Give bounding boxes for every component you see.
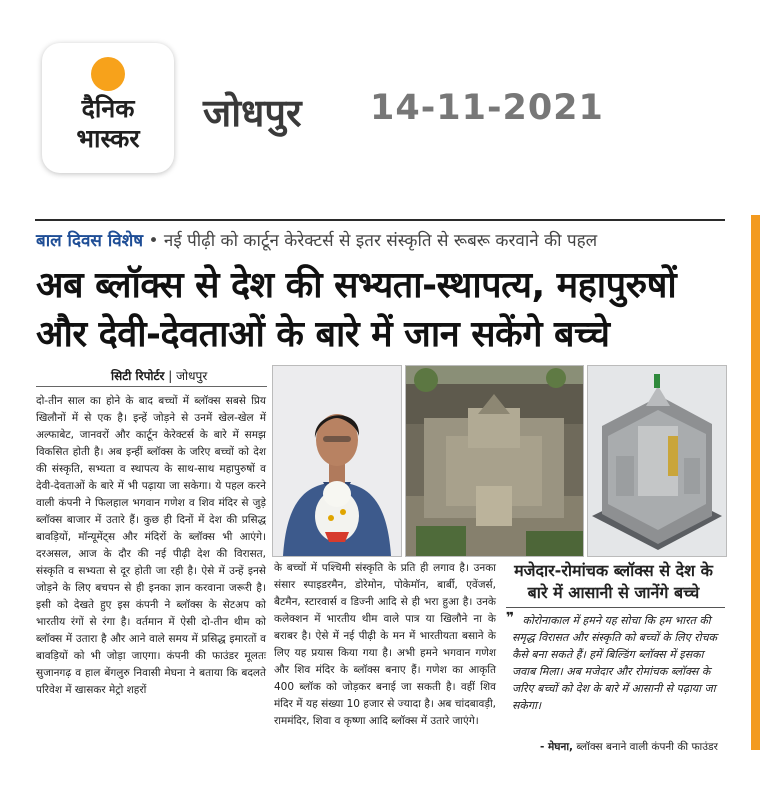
logo-line2: भास्कर <box>76 124 140 153</box>
lego-temple-illustration <box>588 366 726 556</box>
byline-name: सिटी रिपोर्टर <box>111 369 165 383</box>
logo-line1: दैनिक <box>81 94 135 123</box>
article-column-1: दो-तीन साल का होने के बाद बच्चों में ब्लॉक्स सबसे प्रिय खिलौनों में से एक है। इन्हें जोड़ने से उनमें खेल-खेल में अल्फाबेट, जानवरों और कार्टून केरेक्टर्स के बारे में समझ विकसित होती है। अब इन्हीं ब्लॉक्स के जरिए बच्चों को देश की संस्कृति, सभ्यता व स्थापत्य के साथ-साथ महापुरुषों व देवी-देवताओं के बारे में भी पढ़ाया जा सकेगा। ये पहल करने वाली कंपनी ने फिलहाल भगवान गणेश व शिव मंदिर से जुड़े ब्लॉक्स बाजार में उतारे हैं। कुछ ही दिनों में देश की प्रसिद्ध बावड़ियों, मॉन्यूमेंट्स और मंदिरों के ब्लॉक्स भी आएंगे। दरअसल, आज के दौर की नई पीढ़ी देश की विरासत, संस्कृति व सभ्यता से दूर होती जा रही है। ऐसे में उन्हें इनसे जोड़ने के लिए बचपन से ही इनका ज्ञान करवाना जरूरी है। इसी को देखते हुए इस कंपनी ने ब्लॉक्स के सेटअप को भारतीय रंगों से रंगा है। वर्तमान में ऐसी दो-तीन थीम को ब्लॉक्स में उतारा है और आने वाले समय में प्रसिद्ध इमारतों व बावड़ियों को भी जोड़ा जाएगा। कंपनी की फाउंडर मूलतः सुजानगढ़ व हाल बेंगलुरु निवासी मेघना ने बताया कि बदलते परिवेश में खासकर मेट्रो शहरों <box>36 395 266 696</box>
kicker-text: • नई पीढ़ी को कार्टून केरेक्टर्स से इतर संस्कृति से रूबरू करवाने की पहल <box>148 231 598 251</box>
founder-photo <box>272 365 402 557</box>
dainik-bhaskar-logo <box>42 43 174 173</box>
edition-date: 14-11-2021 <box>370 88 604 128</box>
cave-temple-photo <box>405 365 584 557</box>
cave-temple-illustration <box>406 366 583 556</box>
sun-icon <box>91 57 125 91</box>
quote-icon: ❞ <box>506 610 515 626</box>
headline-line2: और देवी-देवताओं के बारे में जान सकेंगे बच्चे <box>36 314 610 355</box>
top-rule <box>35 219 725 221</box>
sidebar-heading: मजेदार-रोमांचक ब्लॉक्स से देश के बारे में आसानी से जानेंगे बच्चे <box>514 561 713 602</box>
article-column-2: के बच्चों में पश्चिमी संस्कृति के प्रति ही लगाव है। उनका संसार स्पाइडरमैन, डोरेमोन, पोकेमॉन, बार्बी, एवेंजर्स, बैटमैन, स्टारवार्स व डिज्नी आदि से ही भरा हुआ है। उनके कलेक्शन में भारतीय थीम वाले पात्र या खिलौने ना के बराबर है। ऐसे में नई पीढ़ी के मन में भारतीयता बसाने के लिए यह प्रयास किया गया है। अभी हमने भगवान गणेश और शिव मंदिर के ब्लॉक्स बनाए हैं। गणेश का आकृति 400 ब्लॉक को जोड़कर बनाई जा सकती है। वहीं शिव मंदिर में यह संख्या 10 हजार से ज्यादा है। अब चांदबावड़ी, राममंदिर, शिवा व कृष्णा आदि ब्लॉक्स में उतारे जाएंगे। <box>274 562 496 727</box>
attribution-name: - मेघना, <box>540 741 574 753</box>
accent-bar <box>751 215 760 750</box>
founder-quote-text: कोरोनाकाल में हमने यह सोचा कि हम भारत की समृद्ध विरासत और संस्कृति को बच्चों के लिए रोचक कैसे बना सकते हैं। हमें बिल्डिंग ब्लॉक्स में इसका जवाब मिला। अब मजेदार और रोमांचक ब्लॉक्स के जरिए बच्चों को देश के बारे में आसानी से पढ़ाया जा सकेगा। <box>512 614 718 712</box>
edition-city: जोधपुर <box>203 91 302 135</box>
kicker-tag: बाल दिवस विशेष <box>36 231 144 251</box>
founder-quote <box>512 612 722 714</box>
sidebar-rule <box>506 607 725 608</box>
headline-line1: अब ब्लॉक्स से देश की सभ्यता-स्थापत्य, महापुरुषों <box>36 265 677 306</box>
quote-attribution <box>540 740 718 754</box>
lego-temple-photo <box>587 365 727 557</box>
attribution-role: ब्लॉक्स बनाने वाली कंपनी की फाउंडर <box>576 741 718 753</box>
byline-rule <box>36 386 267 387</box>
kicker <box>36 228 597 251</box>
byline <box>111 367 207 384</box>
founder-photo-illustration <box>273 366 401 556</box>
byline-place: | जोधपुर <box>168 369 208 383</box>
